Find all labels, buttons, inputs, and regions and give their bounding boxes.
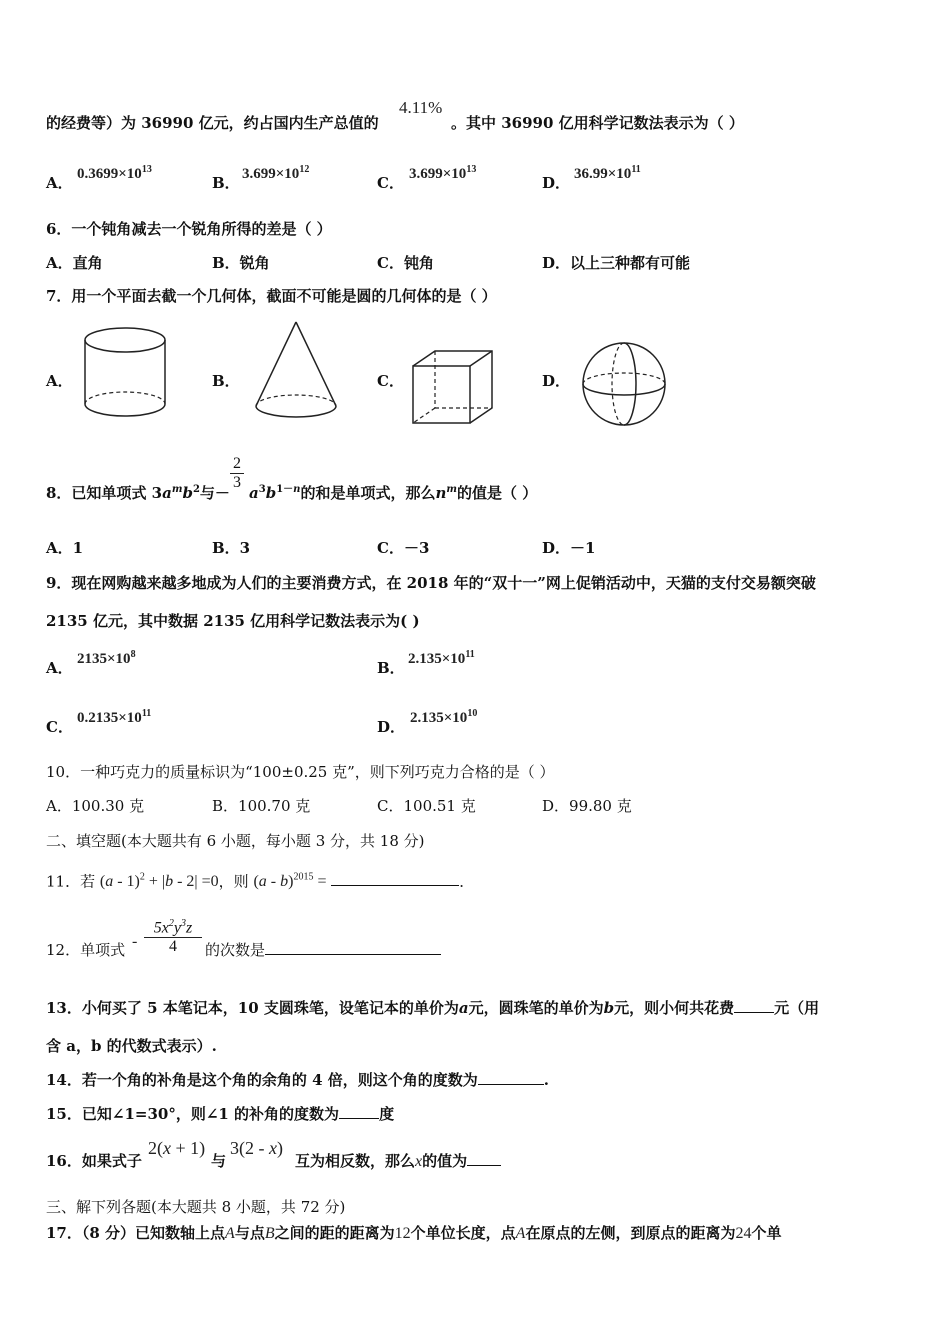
q9-stem-line2: 2135 亿元，其中数据 2135 亿用科学记数法表示为( ) [46, 612, 420, 630]
q8-option-a[interactable]: A．1 [46, 539, 84, 557]
q5-option-a-label[interactable]: A． [46, 174, 73, 192]
q6-option-c[interactable]: C．钝角 [377, 254, 434, 272]
q17-stem: 17．（8 分）已知数轴上点A与点B之间的距的距离为12个单位长度，点A在原点的左侧，到原点的距离为24个单 [46, 1224, 782, 1242]
q9-option-c-label[interactable]: C． [46, 718, 73, 736]
q5-option-a-value[interactable]: $0.3699\times 10^{13}$ [77, 164, 152, 182]
q12-stem: 12．单项式 [46, 941, 126, 959]
q6-option-b[interactable]: B．锐角 [212, 254, 270, 272]
q10-option-b[interactable]: B．100.70 克 [212, 797, 311, 815]
q7-option-c-label[interactable]: C． [377, 372, 404, 390]
q14-answer-blank[interactable] [478, 1070, 544, 1085]
q9-option-b-label[interactable]: B． [377, 659, 405, 677]
q8-option-b[interactable]: B．3 [212, 539, 251, 557]
q10-option-d[interactable]: D．99.80 克 [542, 797, 632, 815]
q8-option-c[interactable]: C．－3 [377, 539, 430, 557]
q15-answer-blank[interactable] [339, 1104, 379, 1119]
q9-option-a-label[interactable]: A． [46, 659, 73, 677]
q7-option-b-label[interactable]: B． [212, 372, 240, 390]
q11-condition: (a - 1)$^2$ + |b - 2| =0 [99, 872, 219, 891]
q5-percent: 4.11% [399, 98, 443, 117]
q10-stem: 10．一种巧克力的质量标识为“100±0.25 克”，则下列巧克力合格的是（ ） [46, 763, 555, 781]
q16-expression-1: 2(x + 1) [148, 1138, 206, 1158]
q12-minus: - [132, 933, 138, 950]
q12-answer-blank[interactable] [265, 940, 441, 955]
q11-expression: (a - b)$^{2015}$ = [253, 872, 327, 891]
q11-stem: 11．若 (a - 1)$^2$ + |b - 2| =0，则 (a - b)$^{2015}$ = ． [46, 872, 475, 891]
q12-fraction: $\frac{5x^2y^3z}{4}$ [144, 918, 202, 956]
cylinder-figure[interactable] [80, 322, 170, 422]
q9-option-b-value[interactable]: $2.135\times 10^{11}$ [408, 649, 475, 667]
q15-stem: 15．已知∠1=30°，则∠1 的补角的度数为 度 [46, 1105, 395, 1123]
q14-stem: 14．若一个角的补角是这个角的余角的 4 倍，则这个角的度数为 . [46, 1071, 549, 1089]
q8-stem: 8．已知单项式 $3a^mb^2$与－ [46, 484, 230, 502]
q5-stem: 的经费等）为 36990 亿元，约占国内生产总值的 [46, 114, 379, 132]
q5-stem-tail: 。其中 36990 亿用科学记数法表示为（ ） [451, 114, 744, 132]
q16-tail: 互为相反数，那么x的值为 [295, 1151, 501, 1172]
q8-stem-tail: $a^3b^{1-n}$的和是单项式，那么$n^m$的值是（ ） [249, 484, 538, 502]
q7-option-d-label[interactable]: D． [542, 372, 571, 390]
q16-expression-2: 3(2 - x) [230, 1138, 283, 1158]
q8-fraction: $\frac{2}{3}$ [230, 455, 244, 492]
q9-option-c-value[interactable]: $0.2135\times 10^{11}$ [77, 708, 152, 726]
q7-stem: 7．用一个平面去截一个几何体，截面不可能是圆的几何体的是（ ） [46, 287, 497, 305]
q16-answer-blank[interactable] [467, 1151, 501, 1166]
q13-stem-line1: 13．小何买了 5 本笔记本，10 支圆珠笔，设笔记本的单价为a元，圆珠笔的单价为b元，则小何共花费 元（用 [46, 999, 820, 1017]
q6-stem: 6．一个钝角减去一个锐角所得的差是（ ） [46, 220, 332, 238]
q6-option-d[interactable]: D．以上三种都有可能 [542, 254, 691, 272]
q9-option-d-label[interactable]: D． [377, 718, 406, 736]
q5-option-c-label[interactable]: C． [377, 174, 404, 192]
q9-option-d-value[interactable]: $2.135\times 10^{10}$ [410, 708, 478, 726]
q12-tail: 的次数是 [205, 940, 441, 960]
q9-stem-line1: 9．现在网购越来越多地成为人们的主要消费方式，在 2018 年的“双十一”网上促销活动中，天猫的支付交易额突破 [46, 574, 816, 592]
q16-and: 与 [211, 1152, 227, 1170]
q10-option-a[interactable]: A．100.30 克 [46, 797, 145, 815]
q13-answer-blank[interactable] [734, 998, 774, 1013]
q7-option-a-label[interactable]: A． [46, 372, 73, 390]
q12-numerator: $5x^2y^3z$ [153, 918, 193, 937]
q5-option-d-value[interactable]: $36.99\times 10^{11}$ [574, 164, 641, 182]
q6-option-a[interactable]: A．直角 [46, 254, 103, 272]
cube-figure[interactable] [408, 346, 498, 428]
q5-option-c-value[interactable]: $3.699\times 10^{13}$ [409, 164, 477, 182]
q11-answer-blank[interactable] [331, 871, 459, 886]
q10-option-c[interactable]: C．100.51 克 [377, 797, 476, 815]
q5-option-b-value[interactable]: $3.699\times 10^{12}$ [242, 164, 310, 182]
cone-figure[interactable] [250, 318, 342, 424]
q5-option-b-label[interactable]: B． [212, 174, 240, 192]
section-2-heading: 二、填空题(本大题共有 6 小题，每小题 3 分，共 18 分) [46, 832, 425, 850]
q8-option-d[interactable]: D．－1 [542, 539, 596, 557]
q16-stem: 16．如果式子 [46, 1152, 142, 1170]
q5-option-d-label[interactable]: D． [542, 174, 571, 192]
sphere-figure[interactable] [578, 338, 670, 430]
section-3-heading: 三、解下列各题(本大题共 8 小题，共 72 分) [46, 1198, 346, 1216]
q13-stem-line2: 含 a，b 的代数式表示）. [46, 1037, 217, 1055]
q9-option-a-value[interactable]: $2135\times 10^8$ [77, 649, 136, 667]
